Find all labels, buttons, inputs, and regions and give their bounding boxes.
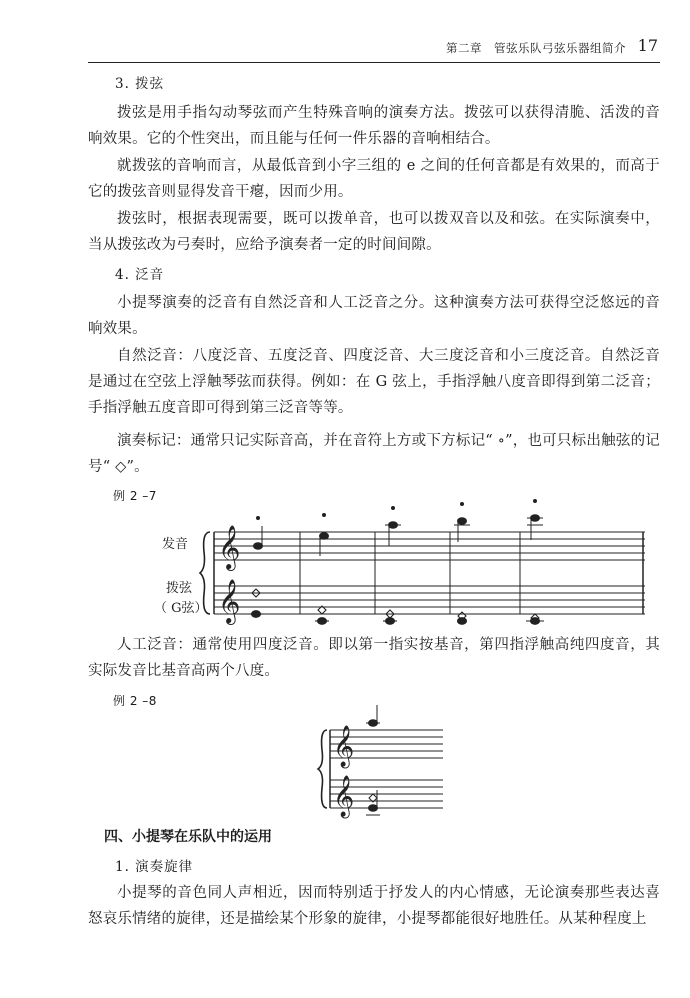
- section-4-heading: 四、小提琴在乐队中的运用: [104, 829, 272, 845]
- harmonics-heading: 4. 泛音: [115, 267, 165, 283]
- svg-text:𝄞: 𝄞: [333, 776, 355, 817]
- svg-text:𝄞: 𝄞: [333, 726, 355, 767]
- example-2-8-label: 例 2 –8: [113, 694, 157, 708]
- running-header: [88, 36, 660, 63]
- pizzicato-heading: 3. 拨弦: [115, 76, 165, 92]
- staff-label-sounding: 发音: [162, 537, 189, 552]
- svg-text:𝄞: 𝄞: [218, 525, 241, 569]
- harmonics-paragraph-2: 自然泛音：八度泛音、五度泛音、四度泛音、大三度泛音和小三度泛音。自然泛音是通过在空弦上浮触琴弦而获得。例如：在 G 弦上，手指浮触八度音即得到第二泛音；手指浮触五度音即可得到第三泛音等等。: [88, 348, 660, 416]
- section-4-paragraph-1: 小提琴的音色同人声相近，因而特别适于抒发人的内心情感，无论演奏那些表达喜怒哀乐情绪的旋律，还是描绘某个形象的旋律，小提琴都能很好地胜任。从某种程度上: [88, 885, 660, 927]
- staff-label-gstring: （ G弦）: [154, 601, 208, 616]
- svg-text:𝄞: 𝄞: [218, 579, 241, 623]
- melody-subheading: 1. 演奏旋律: [115, 859, 194, 875]
- pizzicato-paragraph-1: 拨弦是用手指勾动琴弦而产生特殊音响的演奏方法。拨弦可以获得清脆、活泼的音响效果。它的个性突出，而且能与任何一件乐器的音响相结合。: [88, 105, 660, 147]
- pizzicato-paragraph-2: 就拨弦的音响而言，从最低音到小字三组的 e 之间的任何音都是有效果的，而高于它的拨弦音则显得发音干瘪，因而少用。: [88, 158, 660, 200]
- example-2-7-label: 例 2 –7: [113, 489, 157, 503]
- example-2-8-score: [318, 715, 448, 815]
- harmonics-paragraph-1: 小提琴演奏的泛音有自然泛音和人工泛音之分。这种演奏方法可获得空泛悠远的音响效果。: [88, 295, 660, 337]
- staff-label-pizz: 拨弦: [166, 581, 193, 596]
- example-2-7-score: [200, 510, 650, 623]
- harmonics-paragraph-3: 演奏标记：通常只记实际音高，并在音符上方或下方标记“ ∘”，也可只标出触弦的记号“ ◇”。: [88, 433, 660, 475]
- pizzicato-paragraph-3: 拨弦时，根据表现需要，既可以拨单音，也可以拨双音以及和弦。在实际演奏中，当从拨弦改为弓奏时，应给予演奏者一定的时间间隙。: [88, 211, 660, 253]
- page-number: 17: [637, 36, 658, 55]
- chapter-title: 第二章 管弦乐队弓弦乐器组简介: [446, 41, 626, 55]
- harmonics-paragraph-4: 人工泛音：通常使用四度泛音。即以第一指实按基音，第四指浮触高纯四度音，其实际发音比基音高两个八度。: [88, 637, 660, 679]
